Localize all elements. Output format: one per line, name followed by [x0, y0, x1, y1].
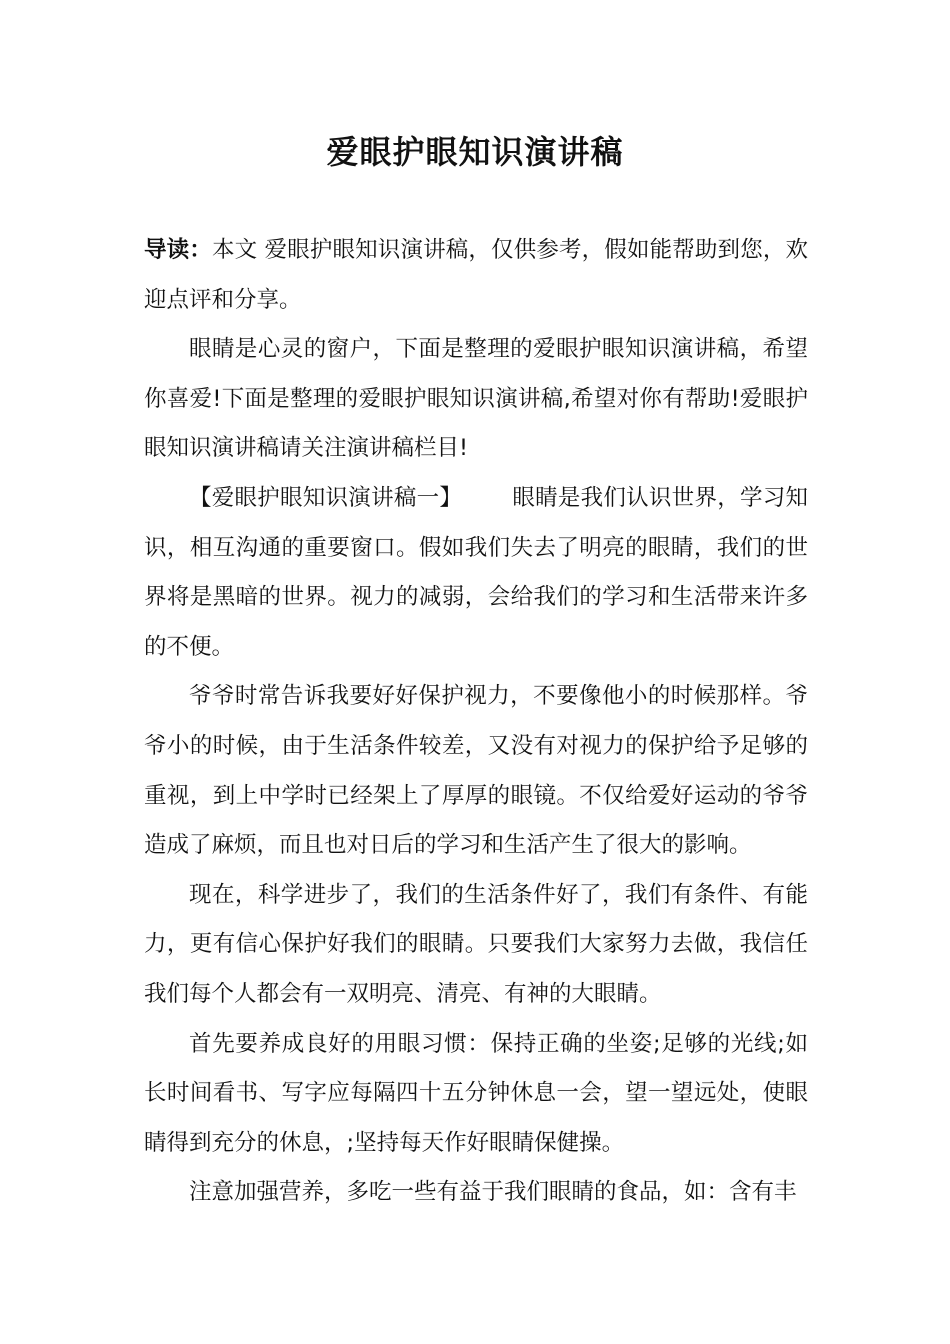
intro-label: 导读：	[144, 237, 212, 263]
paragraph-3: 现在，科学进步了，我们的生活条件好了，我们有条件、有能力，更有信心保护好我们的眼睛。只要我们大家努力去做，我信任我们每个人都会有一双明亮、清亮、有神的大眼睛。	[144, 881, 808, 1007]
paragraph-1: 眼睛是心灵的窗户，下面是整理的爱眼护眼知识演讲稿，希望你喜爱!下面是整理的爱眼护眼知识演讲稿,希望对你有帮助!爱眼护眼知识演讲稿请关注演讲稿栏目!	[144, 336, 808, 462]
paragraph-5: 注意加强营养，多吃一些有益于我们眼睛的食品，如：含有丰	[189, 1179, 797, 1206]
section-paragraph	[144, 474, 808, 672]
document-body	[144, 226, 808, 1218]
paragraph-4: 首先要养成良好的用眼习惯：保持正确的坐姿;足够的光线;如长时间看书、写字应每隔四十五分钟休息一会，望一望远处，使眼睛得到充分的休息，;坚持每天作好眼睛保健操。	[144, 1030, 808, 1156]
document-title: 爱眼护眼知识演讲稿	[326, 133, 624, 171]
intro-text: 本文 爱眼护眼知识演讲稿，仅供参考，假如能帮助到您，欢迎点评和分享。	[144, 237, 808, 313]
section-heading: 【爱眼护眼知识演讲稿一】	[189, 484, 463, 511]
paragraph-2: 爷爷时常告诉我要好好保护视力，不要像他小的时候那样。爷爷小的时候，由于生活条件较差，又没有对视力的保护给予足够的重视，到上中学时已经架上了厚厚的眼镜。不仅给爱好运动的爷爷造成了麻烦，而且也对日后的学习和生活产生了很大的影响。	[144, 683, 808, 859]
section-text: 眼睛是我们认识世界，学习知识，相互沟通的重要窗口。假如我们失去了明亮的眼睛，我们的世界将是黑暗的世界。视力的减弱，会给我们的学习和生活带来许多的不便。	[144, 484, 808, 660]
intro-paragraph	[144, 226, 808, 325]
